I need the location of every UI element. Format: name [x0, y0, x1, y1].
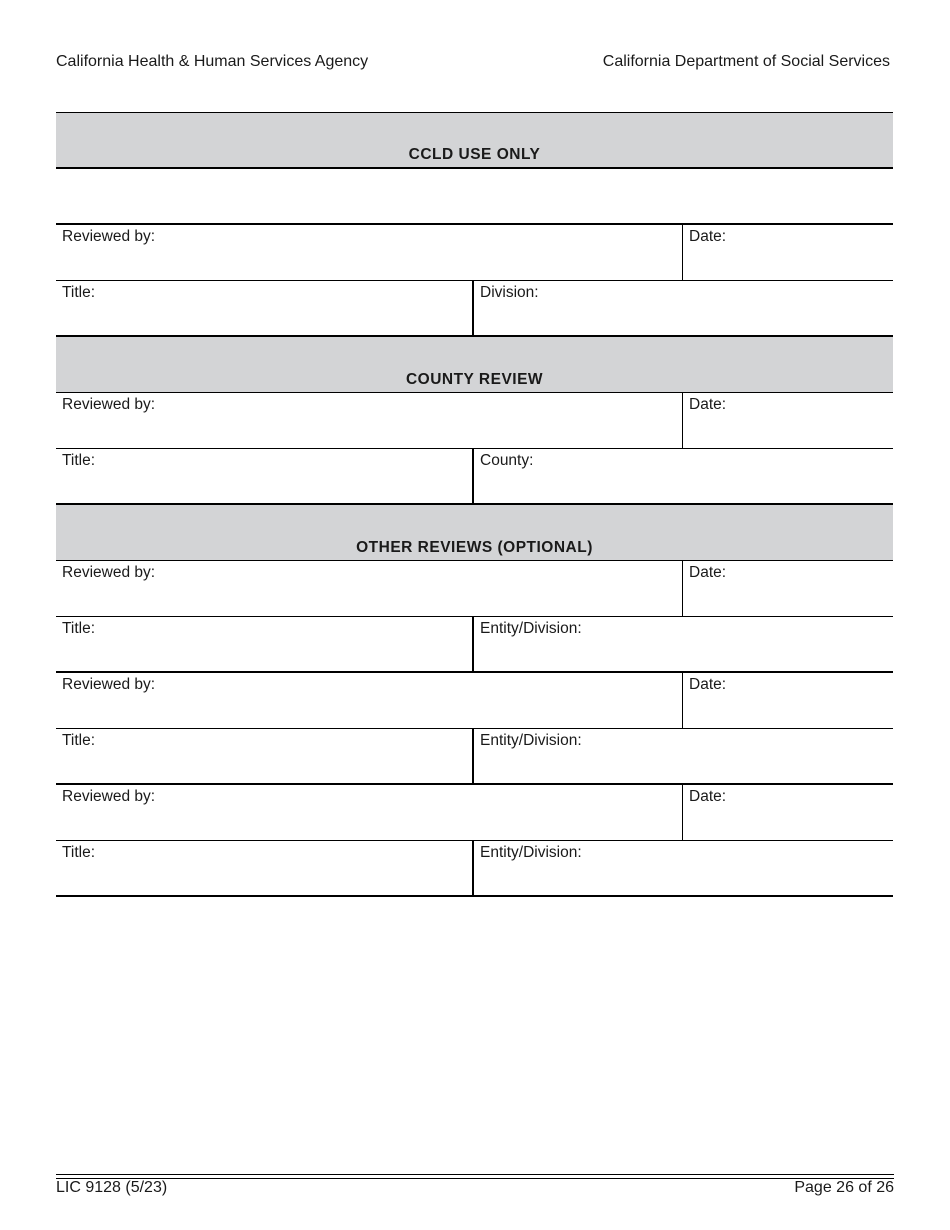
- ccld-reviewed-by-field[interactable]: [56, 225, 683, 280]
- county-county-field[interactable]: [474, 449, 893, 503]
- other-entity-field[interactable]: [474, 617, 893, 671]
- ccld-title-row: [56, 281, 893, 337]
- other-reviewed-by-field[interactable]: [56, 785, 683, 840]
- other-reviewed-row: [56, 785, 893, 841]
- title-label: Title:: [62, 844, 96, 861]
- other-reviewed-row: [56, 673, 893, 729]
- date-label: Date:: [689, 676, 727, 693]
- division-label: Division:: [480, 284, 539, 301]
- county-reviewed-by-field[interactable]: [56, 393, 683, 448]
- other-section-header: [56, 505, 893, 561]
- county-title-field[interactable]: [56, 449, 474, 503]
- ccld-reviewed-row: [56, 225, 893, 281]
- ccld-blank-row: [56, 169, 893, 225]
- footer-divider: [56, 1174, 894, 1179]
- other-reviewed-row: [56, 561, 893, 617]
- entity-label: Entity/Division:: [480, 732, 582, 749]
- reviewed-by-label: Reviewed by:: [62, 676, 156, 693]
- other-title-field[interactable]: [56, 617, 474, 671]
- form-number: LIC 9128 (5/23): [56, 1179, 168, 1196]
- date-label: Date:: [689, 396, 727, 413]
- county-date-field[interactable]: [683, 393, 893, 448]
- other-title-row: [56, 729, 893, 785]
- other-date-field[interactable]: [683, 785, 893, 840]
- other-title-field[interactable]: [56, 841, 474, 895]
- reviewed-by-label: Reviewed by:: [62, 788, 156, 805]
- other-date-field[interactable]: [683, 673, 893, 728]
- county-heading: COUNTY REVIEW: [405, 371, 544, 388]
- ccld-heading: CCLD USE ONLY: [408, 146, 541, 163]
- other-title-field[interactable]: [56, 729, 474, 783]
- title-label: Title:: [62, 620, 96, 637]
- ccld-date-field[interactable]: [683, 225, 893, 280]
- entity-label: Entity/Division:: [480, 844, 582, 861]
- county-section-header: [56, 337, 893, 393]
- other-reviewed-by-field[interactable]: [56, 561, 683, 616]
- date-label: Date:: [689, 564, 727, 581]
- review-form: [56, 112, 893, 897]
- county-reviewed-row: [56, 393, 893, 449]
- reviewed-by-label: Reviewed by:: [62, 228, 156, 245]
- date-label: Date:: [689, 788, 727, 805]
- other-title-row: [56, 617, 893, 673]
- other-date-field[interactable]: [683, 561, 893, 616]
- ccld-title-field[interactable]: [56, 281, 474, 335]
- reviewed-by-label: Reviewed by:: [62, 564, 156, 581]
- page-number: Page 26 of 26: [794, 1179, 894, 1196]
- department-name: California Department of Social Services: [602, 53, 890, 70]
- other-reviewed-by-field[interactable]: [56, 673, 683, 728]
- reviewed-by-label: Reviewed by:: [62, 396, 156, 413]
- ccld-section-header: [56, 113, 893, 169]
- county-label: County:: [480, 452, 534, 469]
- date-label: Date:: [689, 228, 727, 245]
- title-label: Title:: [62, 284, 96, 301]
- other-title-row: [56, 841, 893, 897]
- ccld-division-field[interactable]: [474, 281, 893, 335]
- title-label: Title:: [62, 452, 96, 469]
- other-entity-field[interactable]: [474, 841, 893, 895]
- agency-name: California Health & Human Services Agency: [56, 53, 369, 70]
- other-heading: OTHER REVIEWS (OPTIONAL): [356, 539, 593, 556]
- entity-label: Entity/Division:: [480, 620, 582, 637]
- county-title-row: [56, 449, 893, 505]
- title-label: Title:: [62, 732, 96, 749]
- other-entity-field[interactable]: [474, 729, 893, 783]
